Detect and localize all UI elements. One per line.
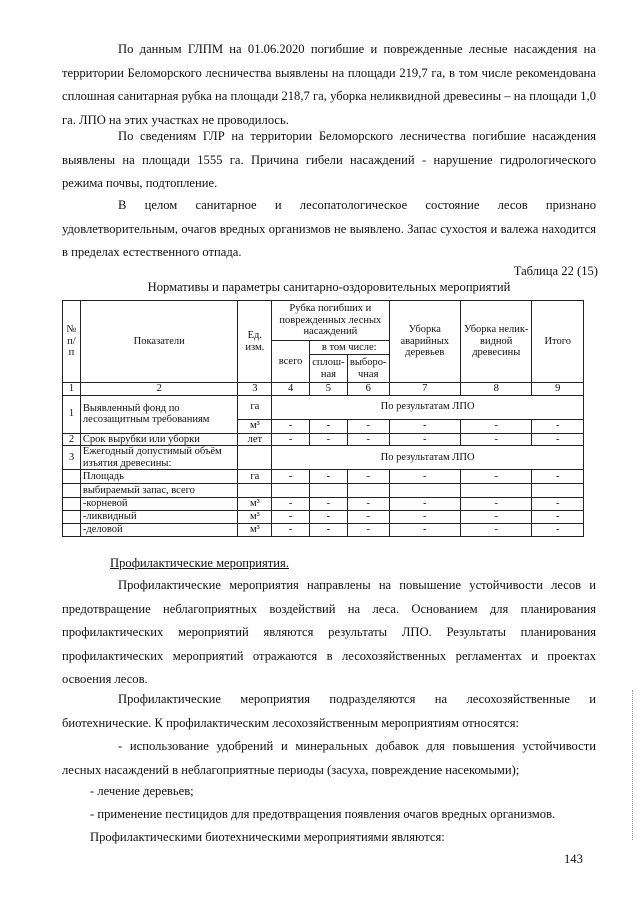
table-title: Нормативы и параметры санитарно-оздоровительных мероприятий [147,280,511,294]
table-row [63,511,584,524]
cell: - [461,470,532,484]
table-row [63,484,584,498]
paragraph-glpm: По данным ГЛПМ на 01.06.2020 погибшие и поврежденные лесные насаждения на территории Беломорского лесничества выявлены на площади 219,7 га, в том числе рекомендована сплошная санитарная рубка на площади 218,7 га, уборка неликвидной древесины – на площади 1,0 га. ЛПО на этих участках не проводилось. [62,42,596,127]
cell: - [461,419,532,433]
row-unit: га [238,395,272,419]
cell: - [272,419,310,433]
header-indicators: Показатели [80,301,238,383]
cell: - [309,419,347,433]
row-merged: По результатам ЛПО [272,446,584,470]
page-number: 143 [564,852,583,866]
header-cutting: Рубка погибших и поврежденных лесных насаждений [272,301,389,341]
cell: - [309,470,347,484]
cell: - [532,433,584,446]
table-row [63,470,584,484]
paragraph-prevention: Профилактические мероприятия направлены на повышение устойчивости лесов и предотвращение неблагоприятных воздействий на леса. Основанием для планирования профилактических мероприятий являются результаты ЛПО. Результаты планирования профилактических мероприятий отражаются в лесохозяйственных регламентах и проектах освоения лесов. [62,578,596,686]
row-name: Площадь [80,470,238,484]
cell: - [461,511,532,524]
cell: - [389,419,460,433]
header-unit: Ед. изм. [238,301,272,383]
cell: - [532,498,584,511]
cell: - [309,498,347,511]
row-num: 3 [63,446,81,470]
header-clear: сплош-ная [309,355,347,383]
cell: - [347,511,389,524]
cell: - [389,433,460,446]
cell: - [309,433,347,446]
scan-edge-line [632,690,634,840]
row-unit: м³ [238,511,272,524]
cell: - [461,498,532,511]
cell: - [347,524,389,537]
cell: - [272,498,310,511]
row-unit: лет [238,433,272,446]
row-name: -корневой [80,498,238,511]
cell: - [272,511,310,524]
row-unit: м³ [238,524,272,537]
row-num: 1 [63,395,81,433]
table-row [63,498,584,511]
cell: - [309,524,347,537]
col-number: 5 [309,383,347,396]
cell: - [272,433,310,446]
row-name: выбираемый запас, всего [80,484,238,498]
col-number: 7 [389,383,460,396]
row-name: Выявленный фонд по лесозащитным требованиям [80,395,238,433]
header-total: всего [272,341,310,383]
row-name: Ежегодный допустимый объём изъятия древесины: [80,446,238,470]
paragraph-biotech: Профилактическими биотехническими мероприятиями являются: [90,830,445,844]
paragraph-types: Профилактические мероприятия подразделяются на лесохозяйственные и биотехнические. К профилактическим лесохозяйственным мероприятиям относятся: [62,692,596,730]
list-item-fertilizers: - использование удобрений и минеральных добавок для повышения устойчивости лесных насаждений в неблагоприятные периоды (засуха, повреждение насекомыми); [62,739,596,777]
header-selective: выборо-чная [347,355,389,383]
row-merged: По результатам ЛПО [272,395,584,419]
row-name: -деловой [80,524,238,537]
cell: - [532,524,584,537]
table-row [63,433,584,446]
col-number: 9 [532,383,584,396]
cell: - [532,419,584,433]
cell: - [389,511,460,524]
cell: - [389,524,460,537]
cell: - [309,511,347,524]
row-unit [238,446,272,470]
row-unit: га [238,470,272,484]
col-number: 6 [347,383,389,396]
cell: - [461,433,532,446]
col-number: 2 [80,383,238,396]
table-row [63,446,584,470]
cell: - [347,498,389,511]
cell: - [532,511,584,524]
cell: - [461,524,532,537]
list-item-pesticides: - применение пестицидов для предотвращения появления очагов вредных организмов. [90,807,556,821]
row-name: Срок вырубки или уборки [80,433,238,446]
cell: - [347,433,389,446]
col-number: 4 [272,383,310,396]
row-unit: м³ [238,419,272,433]
section-subheading: Профилактические мероприятия. [110,556,289,570]
header-emergency: Уборка аварийных деревьев [389,301,460,383]
header-including: в том числе: [309,341,389,355]
col-number: 1 [63,383,81,396]
col-number: 3 [238,383,272,396]
sanitary-measures-table [62,300,584,537]
col-number: 8 [461,383,532,396]
paragraph-glr: По сведениям ГЛР на территории Беломорского лесничества погибшие насаждения выявлены на площади 1555 га. Причина гибели насаждений - нарушение гидрологического режима почвы, подтопление. [62,129,596,190]
cell: - [532,470,584,484]
header-sum: Итого [532,301,584,383]
cell: - [347,419,389,433]
row-unit: м³ [238,498,272,511]
table-row [63,524,584,537]
table-row [63,395,584,419]
cell: - [389,470,460,484]
cell: - [272,470,310,484]
table-label: Таблица 22 (15) [513,264,598,278]
cell: - [272,524,310,537]
header-num: № п/п [63,301,81,383]
paragraph-state: В целом санитарное и лесопатологическое состояние лесов признано удовлетворительным, очагов вредных организмов не выявлено. Запас сухостоя и валежа находится в пределах естественного отпада. [62,198,596,259]
row-num: 2 [63,433,81,446]
cell: - [389,498,460,511]
header-illiquid: Уборка нелик-видной древесины [461,301,532,383]
cell: - [347,470,389,484]
row-name: -ликвидный [80,511,238,524]
list-item-treatment: - лечение деревьев; [90,784,194,798]
